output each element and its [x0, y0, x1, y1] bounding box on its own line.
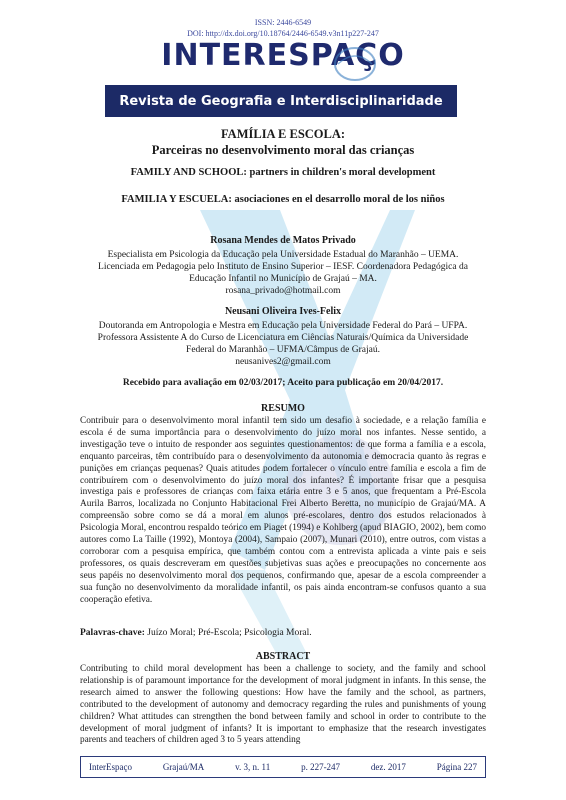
author-name: Rosana Mendes de Matos Privado — [210, 235, 356, 246]
keywords-value: Juízo Moral; Pré-Escola; Psicologia Moral. — [144, 628, 312, 638]
author-block-1 — [60, 235, 506, 297]
abstract-heading: ABSTRACT — [255, 651, 311, 662]
footer-journal: InterEspaço — [89, 762, 132, 772]
keywords — [80, 628, 486, 638]
keywords-label: Palavras-chave: — [80, 628, 145, 638]
footer-page-number: Página 227 — [436, 762, 477, 772]
footer-city: Grajaú/MA — [162, 762, 205, 772]
title-pt-line1: FAMÍLIA E ESCOLA: — [220, 127, 346, 141]
footer-volume: v. 3, n. 11 — [235, 762, 271, 772]
title-english: FAMILY AND SCHOOL: partners in children's moral development — [130, 167, 436, 178]
globe-icon — [330, 38, 380, 84]
resumo-heading: RESUMO — [261, 403, 305, 414]
resumo-text: Contribuir para o desenvolvimento moral infantil tem sido um desafio à sociedade, e a relação família e escola é de suma importância para o desenvolvimento do juízo moral nos infantes. Nesse sentido, a investigação teve o intuito de responder aos seguintes questionamentos: de que forma a família e a escola, enquanto parceiras, têm contribuído para o desenvolvimento da autonomia e democracia quanto às regras e punições em crianças pequenas? Quais atitudes podem fortalecer o vínculo entre família e escola a fim de contribuírem com o desenvolvimento do juízo moral dos infantes? É importante frisar que a pesquisa investiga pais e professores de crianças com faixa etária entre 3 e 5 anos, que frequentam a Pré-Escola Aurila Barros, localizada no Conjunto Habitacional Frei Alberto Beretta, no município de Grajaú/MA. A compreensão sobre como se dá a moral em alunos pré-escolares, dentro dos estudos relacionados à Psicologia Moral, encontrou respaldo teórico em Piaget (1994) e Kohlberg (apud BIAGIO, 2002), bem como autores como La Taille (1992), Montoya (2004), Sampaio (2007), Munari (2010), entre outros, com vistas a corroborar com a pesquisa empírica, que também contou com a entrevista aplicada a vinte pais e seis professores, os quais descreveram em questões subjetivas suas ações e preocupações no concernente aos seus papéis no desenvolvimento moral dos pequenos, confirmando que, apesar de a escola compreender a sua função no desenvolvimento da moralidade infantil, os pais ainda encontram-se confusos quanto a sua cooperação efetiva. — [80, 416, 486, 605]
author-affiliation-line: Licenciada em Pedagogia pelo Instituto de Ensino Superior – IESF. Coordenadora Pedagógica da — [98, 262, 468, 272]
title-spanish: FAMILIA Y ESCUELA: asociaciones en el desarrollo moral de los niños — [121, 194, 445, 205]
author-affiliation-line: Especialista em Psicologia da Educação pela Universidade Estadual do Maranhão – UEMA. — [107, 250, 459, 260]
author-affiliation-line: Professora Assistente A do Curso de Licenciatura em Ciências Naturais/Química da Universidade — [97, 333, 469, 343]
page-footer — [80, 756, 486, 778]
footer-pages: p. 227-247 — [301, 762, 341, 772]
journal-subtitle-banner — [105, 85, 457, 117]
issn: ISSN: 2446-6549 — [254, 18, 312, 27]
author-affiliation-line: Doutoranda em Antropologia e Mestra em Educação pela Universidade Federal do Pará – UFPA. — [98, 321, 468, 331]
footer-date: dez. 2017 — [370, 762, 406, 772]
title-portuguese — [0, 126, 566, 158]
author-affiliation-line: Federal do Maranhão – UFMA/Câmpus de Grajaú. — [186, 345, 380, 355]
author-affiliation-line: Educação Infantil no Município de Grajaú – MA. — [189, 274, 377, 284]
author-name: Neusani Oliveira Ives-Felix — [224, 306, 342, 317]
title-pt-line2: Parceiras no desenvolvimento moral das crianças — [151, 143, 415, 157]
journal-subtitle: Revista de Geografia e Interdisciplinaridade — [119, 93, 443, 109]
abstract-text: Contributing to child moral development has been a challenge to society, and the family and school relationship is of paramount importance for the development of moral judgment in infants. In this sense, the research aimed to answer the following questions: How have the family and the school, as partners, contributed to the development of autonomy and democracy regarding the rules and punishments of young children? What attitudes can strengthen the bond between family and school in order to contribute to the development of moral judgment of infants? It is important to emphasize that the research investigates parents and teachers of children aged 3 to 5 years attending — [80, 664, 486, 746]
author-email[interactable]: rosana_privado@hotmail.com — [225, 286, 341, 296]
author-block-2 — [60, 306, 506, 368]
journal-logo: INTERESPAÇO — [161, 38, 405, 73]
author-email[interactable]: neusanives2@gmail.com — [235, 357, 331, 367]
submission-dates: Recebido para avaliação em 02/03/2017; Aceito para publicação em 20/04/2017. — [122, 378, 444, 388]
doi-link[interactable]: DOI: http://dx.doi.org/10.18764/2446-6549.v3n11p227-247 — [187, 29, 379, 38]
